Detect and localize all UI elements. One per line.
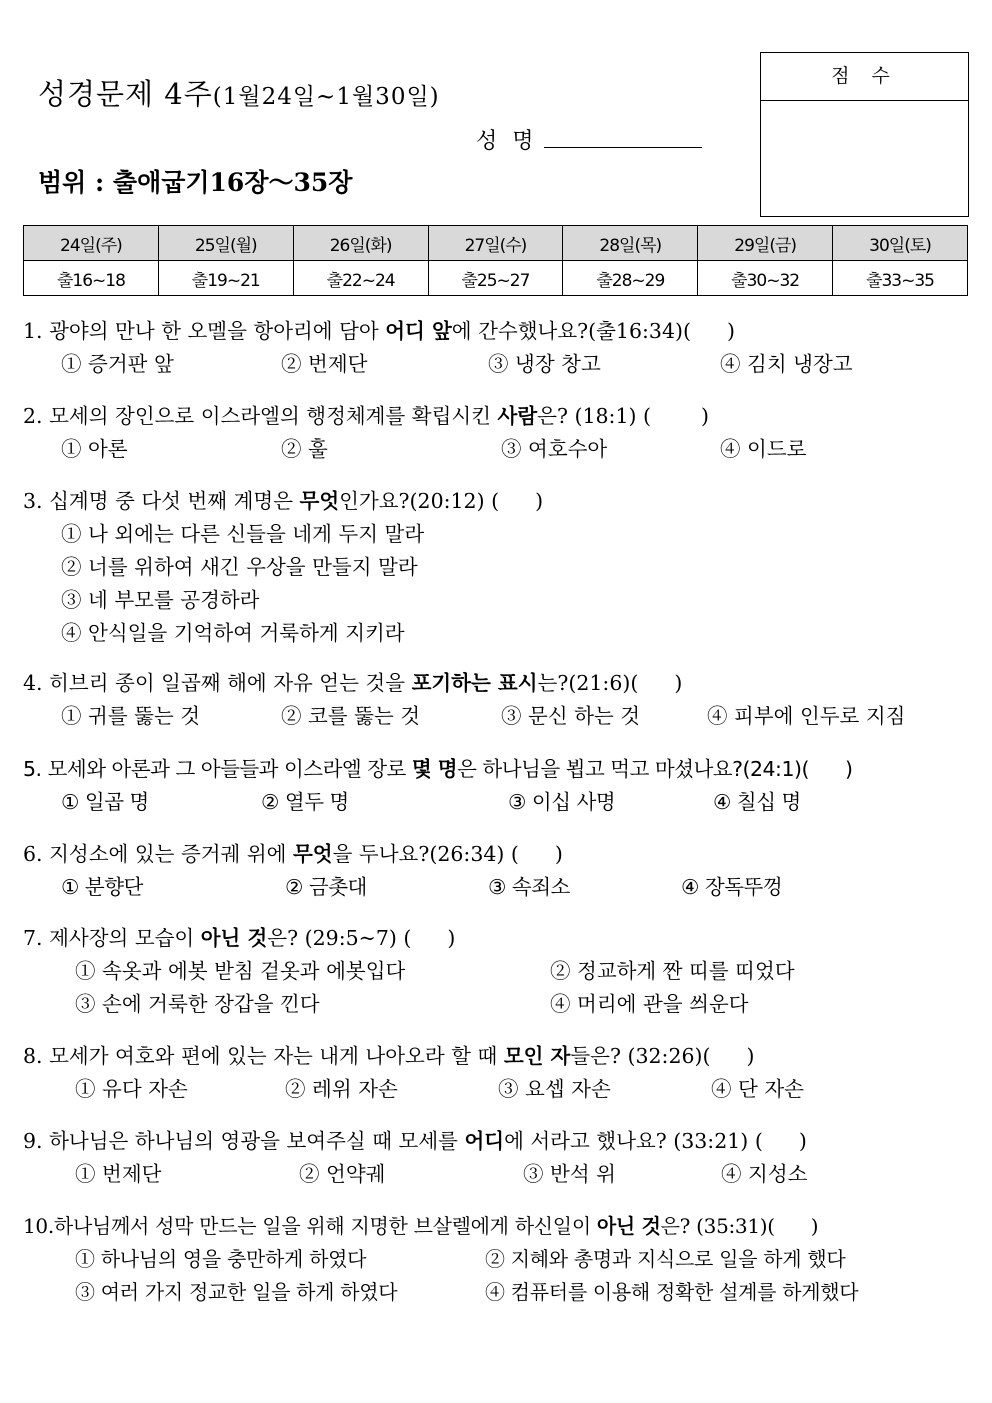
- question-keyword: 아닌 것: [596, 1214, 661, 1238]
- question-stem: [23, 1210, 818, 1243]
- schedule-day: 26일(화): [293, 226, 428, 261]
- option[interactable]: ④ 머리에 관을 씌운다: [550, 992, 749, 1016]
- question-7: [23, 922, 795, 1021]
- option[interactable]: ① 속옷과 에봇 받침 겉옷과 에봇입다: [75, 959, 406, 983]
- question-close: ): [727, 319, 735, 343]
- schedule-reading-row: [24, 261, 968, 296]
- score-label: 점 수: [761, 53, 968, 101]
- option[interactable]: ① 나 외에는 다른 신들을 네게 두지 말라: [61, 522, 425, 546]
- option[interactable]: ④ 칠십 명: [713, 790, 801, 814]
- option[interactable]: ④ 장독뚜껑: [681, 875, 783, 899]
- option[interactable]: ② 정교하게 짠 띠를 띠었다: [550, 959, 795, 983]
- name-blank-line[interactable]: [544, 129, 702, 148]
- option[interactable]: ② 너를 위하여 새긴 우상을 만들지 말라: [61, 555, 418, 579]
- options-row: [23, 348, 853, 381]
- option[interactable]: ③ 문신 하는 것: [501, 704, 641, 728]
- option[interactable]: ② 지혜와 총명과 지식으로 일을 하게 했다: [485, 1247, 846, 1271]
- question-text: 하나님은 하나님의 영광을 보여주실 때 모세를: [49, 1129, 465, 1153]
- options-row: [23, 1073, 804, 1106]
- question-close: ): [554, 842, 563, 866]
- question-stem: [23, 1040, 755, 1073]
- schedule-reading: 출33~35: [833, 261, 968, 296]
- option[interactable]: ③ 여러 가지 정교한 일을 하게 하였다: [75, 1280, 398, 1304]
- question-text-tail: 은? (29:5~7) (: [267, 926, 412, 950]
- schedule-reading: 출16~18: [24, 261, 159, 296]
- question-6: [23, 838, 783, 904]
- question-keyword: 어디 앞: [385, 319, 452, 343]
- question-text: 히브리 종이 일곱째 해에 자유 얻는 것을: [49, 671, 412, 695]
- option[interactable]: ④ 피부에 인두로 지짐: [707, 704, 906, 728]
- title-main: 성경문제 4주: [38, 77, 213, 111]
- options-row: [23, 988, 749, 1021]
- question-text: 모세의 장인으로 이스라엘의 행정체계를 확립시킨: [49, 404, 498, 428]
- option[interactable]: ③ 손에 거룩한 장갑을 낀다: [75, 992, 320, 1016]
- question-number: 3.: [23, 489, 43, 513]
- question-8: [23, 1040, 804, 1106]
- question-text-tail: 은? (18:1) (: [537, 404, 652, 428]
- question-text-tail: 을 두나요?(26:34) (: [332, 842, 519, 866]
- question-keyword: 포기하는 표시: [411, 671, 538, 695]
- question-number: 6.: [23, 842, 43, 866]
- option[interactable]: ② 훌: [281, 437, 328, 461]
- schedule-reading: 출19~21: [158, 261, 293, 296]
- options-row: [23, 1276, 859, 1309]
- question-keyword: 무엇: [299, 489, 340, 513]
- schedule-day: 29일(금): [698, 226, 833, 261]
- question-text: 십계명 중 다섯 번째 계명은: [49, 489, 300, 513]
- question-keyword: 몇 명: [411, 757, 458, 781]
- option[interactable]: ① 아론: [61, 437, 128, 461]
- question-number: 4.: [23, 671, 43, 695]
- option[interactable]: ④ 안식일을 기억하여 거룩하게 지키라: [61, 621, 405, 645]
- question-1: [23, 315, 853, 381]
- score-box[interactable]: [760, 52, 969, 217]
- option[interactable]: ③ 냉장 창고: [488, 352, 601, 376]
- question-keyword: 아닌 것: [200, 926, 268, 950]
- question-stem: [23, 1125, 807, 1158]
- question-stem: [23, 485, 543, 518]
- question-text: 모세가 여호와 편에 있는 자는 내게 나아오라 할 때: [49, 1044, 504, 1068]
- option[interactable]: ③ 반석 위: [523, 1162, 616, 1186]
- option[interactable]: ② 번제단: [281, 352, 368, 376]
- question-3: [23, 485, 543, 650]
- question-text-tail: 에 간수했나요?(출16:34)(: [451, 319, 691, 343]
- option[interactable]: ③ 여호수아: [501, 437, 608, 461]
- option[interactable]: ④ 김치 냉장고: [720, 352, 853, 376]
- options-row: [23, 1243, 846, 1276]
- option[interactable]: ③ 이십 사명: [508, 790, 616, 814]
- option[interactable]: ② 코를 뚫는 것: [281, 704, 421, 728]
- question-4: [23, 667, 906, 733]
- question-close: ): [535, 489, 544, 513]
- options-row: [23, 1158, 807, 1191]
- question-stem: [23, 400, 709, 433]
- question-text-tail: 은 하나님을 뵙고 먹고 마셨나요?(24:1)(: [457, 757, 810, 781]
- question-keyword: 사람: [497, 404, 538, 428]
- question-9: [23, 1125, 807, 1191]
- question-10: [23, 1210, 859, 1309]
- question-close: ): [845, 757, 853, 781]
- option[interactable]: ④ 이드로: [720, 437, 807, 461]
- option[interactable]: ③ 요셉 자손: [498, 1077, 611, 1101]
- schedule-reading: 출28~29: [563, 261, 698, 296]
- worksheet-title: [38, 72, 440, 113]
- option[interactable]: ① 번제단: [75, 1162, 162, 1186]
- question-close: ): [674, 671, 683, 695]
- schedule-day: 25일(월): [158, 226, 293, 261]
- reading-schedule-table: [23, 225, 968, 296]
- option[interactable]: ① 유다 자손: [75, 1077, 188, 1101]
- question-keyword: 무엇: [293, 842, 333, 866]
- option[interactable]: ① 증거판 앞: [61, 352, 174, 376]
- question-text: 광야의 만나 한 오멜을 항아리에 담아: [49, 319, 386, 343]
- schedule-day: 24일(주): [24, 226, 159, 261]
- question-text: 모세와 아론과 그 아들들과 이스라엘 장로: [47, 757, 412, 781]
- question-keyword: 어디: [464, 1129, 505, 1153]
- question-text: 제사장의 모습이: [49, 926, 201, 950]
- question-text-tail: 은? (35:31)(: [660, 1214, 775, 1238]
- question-text-tail: 인가요?(20:12) (: [339, 489, 500, 513]
- question-number: 8.: [23, 1044, 43, 1068]
- option[interactable]: ① 하나님의 영을 충만하게 하였다: [75, 1247, 367, 1271]
- option[interactable]: ④ 지성소: [721, 1162, 808, 1186]
- option[interactable]: ③ 네 부모를 공경하라: [61, 588, 260, 612]
- question-number: 7.: [23, 926, 43, 950]
- question-text: 지성소에 있는 증거궤 위에: [49, 842, 293, 866]
- name-label: 성 명: [476, 129, 538, 154]
- option[interactable]: ③ 속죄소: [488, 875, 570, 899]
- question-stem: [23, 315, 735, 348]
- options-row: [23, 871, 783, 904]
- title-date-range: (1월24일~1월30일): [212, 84, 440, 110]
- question-2: [23, 400, 807, 466]
- question-close: ): [798, 1129, 807, 1153]
- schedule-day: 28일(목): [563, 226, 698, 261]
- schedule-reading: 출22~24: [293, 261, 428, 296]
- question-text-tail: 들은? (32:26)(: [570, 1044, 711, 1068]
- options-row: [23, 433, 807, 466]
- question-number: 5.: [23, 757, 42, 781]
- options-row: [23, 955, 795, 988]
- question-stem: [23, 667, 682, 700]
- question-text: 하나님께서 성막 만드는 일을 위해 지명한 브살렐에게 하신일이: [53, 1214, 597, 1238]
- question-close: ): [701, 404, 710, 428]
- options-row: [23, 786, 853, 819]
- schedule-day-row: [24, 226, 968, 261]
- schedule-day: 27일(수): [428, 226, 563, 261]
- option[interactable]: ④ 컴퓨터를 이용해 정확한 설계를 하게했다: [485, 1280, 859, 1304]
- option[interactable]: ② 금촛대: [285, 875, 367, 899]
- question-number: 9.: [23, 1129, 43, 1153]
- question-stem: [23, 753, 853, 786]
- schedule-reading: 출30~32: [698, 261, 833, 296]
- name-field[interactable]: [476, 124, 702, 155]
- question-stem: [23, 838, 563, 871]
- question-text-tail: 에 서라고 했나요? (33:21) (: [504, 1129, 763, 1153]
- schedule-day: 30일(토): [833, 226, 968, 261]
- question-5: [23, 753, 853, 819]
- option[interactable]: ① 귀를 뚫는 것: [61, 704, 201, 728]
- options-row: [23, 700, 906, 733]
- question-close: ): [746, 1044, 755, 1068]
- question-number: 1.: [23, 319, 43, 343]
- range-label: 범위 : 출애굽기16장～35장: [38, 168, 353, 197]
- question-text-tail: 는?(21:6)(: [537, 671, 639, 695]
- question-close: ): [447, 926, 456, 950]
- option[interactable]: ① 분향단: [61, 875, 143, 899]
- option[interactable]: ④ 단 자손: [711, 1077, 804, 1101]
- option[interactable]: ② 열두 명: [261, 790, 349, 814]
- question-number: 10.: [23, 1214, 54, 1238]
- schedule-reading: 출25~27: [428, 261, 563, 296]
- question-close: ): [810, 1214, 819, 1238]
- question-stem: [23, 922, 455, 955]
- option[interactable]: ② 언약궤: [299, 1162, 386, 1186]
- question-number: 2.: [23, 404, 43, 428]
- question-keyword: 모인 자: [503, 1044, 571, 1068]
- option[interactable]: ① 일곱 명: [61, 790, 149, 814]
- option[interactable]: ② 레위 자손: [285, 1077, 398, 1101]
